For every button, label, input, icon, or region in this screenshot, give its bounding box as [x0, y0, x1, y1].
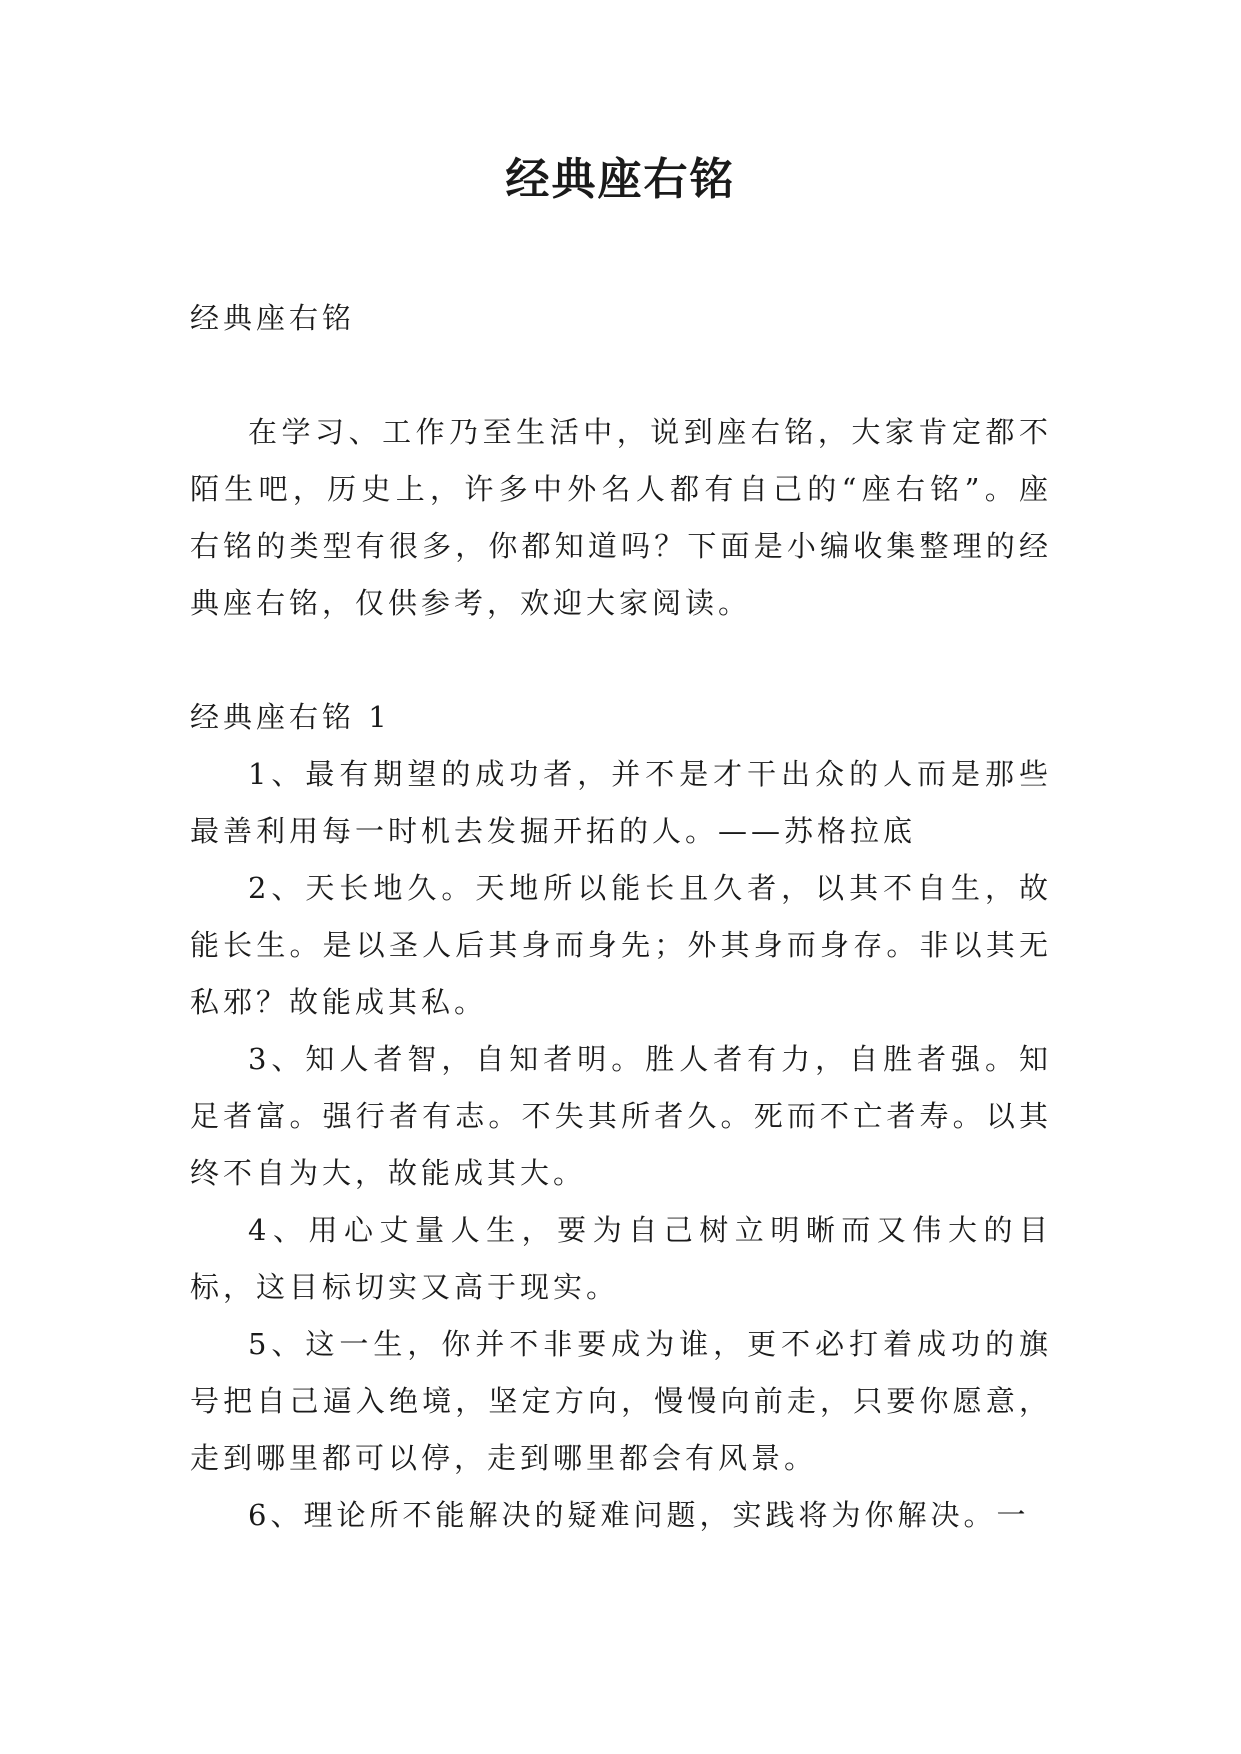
intro-paragraph: 在学习、工作乃至生活中，说到座右铭，大家肯定都不陌生吧，历史上，许多中外名人都有自己的“座右铭”。座右铭的类型有很多，你都知道吗？下面是小编收集整理的经典座右铭，仅供参考，欢迎大家阅读。 — [190, 415, 1052, 620]
motto-item-5: 5、这一生，你并不非要成为谁，更不必打着成功的旗号把自己逼入绝境，坚定方向，慢慢向前走，只要你愿意，走到哪里都可以停，走到哪里都会有风景。 — [190, 1327, 1052, 1475]
motto-item-6: 6、理论所不能解决的疑难问题，实践将为你解决。一 — [248, 1498, 1030, 1532]
section-heading: 经典座右铭 1 — [190, 700, 391, 734]
motto-item-2: 2、天长地久。天地所以能长且久者，以其不自生，故能长生。是以圣人后其身而身先；外其身而身存。非以其无私邪？故能成其私。 — [190, 871, 1052, 1019]
page-title: 经典座右铭 — [505, 154, 736, 205]
motto-item-1: 1、最有期望的成功者，并不是才干出众的人而是那些最善利用每一时机去发掘开拓的人。——苏格拉底 — [190, 757, 1052, 848]
document-body — [190, 290, 1052, 1544]
motto-item-3: 3、知人者智，自知者明。胜人者有力，自胜者强。知足者富。强行者有志。不失其所者久。死而不亡者寿。以其终不自为大，故能成其大。 — [190, 1042, 1052, 1190]
document-subtitle: 经典座右铭 — [190, 301, 356, 335]
motto-item-4: 4、用心丈量人生，要为自己树立明晰而又伟大的目标，这目标切实又高于现实。 — [190, 1213, 1052, 1304]
